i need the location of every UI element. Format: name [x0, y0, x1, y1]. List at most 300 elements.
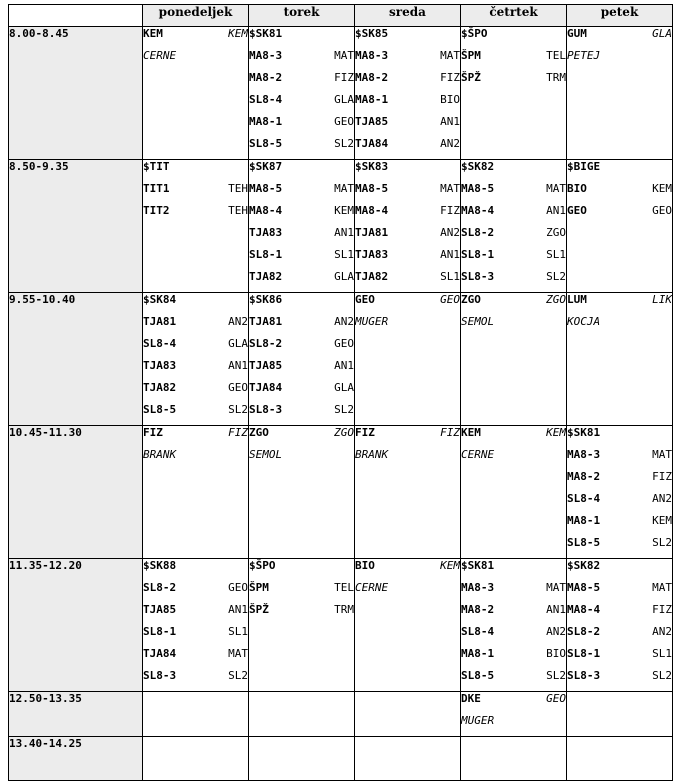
lesson-line — [249, 49, 354, 71]
group-code: $SK81 — [249, 27, 283, 40]
lesson-cell — [355, 559, 461, 692]
lesson-line — [567, 293, 672, 315]
group-code: $ŠPO — [249, 559, 276, 572]
lesson-line — [567, 647, 672, 669]
subject-code: KEM — [652, 182, 672, 195]
corner-cell — [9, 5, 143, 27]
lesson-cell — [567, 293, 673, 426]
period-row — [9, 737, 673, 781]
lesson-line — [567, 581, 672, 603]
lesson-line — [355, 93, 460, 115]
group-code: MA8-4 — [355, 204, 389, 217]
group-code: SL8-5 — [567, 536, 601, 549]
group-code: SL8-2 — [567, 625, 601, 638]
group-code: TJA85 — [249, 359, 283, 372]
group-code: TJA83 — [355, 248, 389, 261]
group-code: TIT2 — [143, 204, 170, 217]
lesson-cell — [249, 27, 355, 160]
subject-code: AN1 — [334, 226, 354, 239]
lesson-line — [249, 293, 354, 315]
lesson-cell — [461, 160, 567, 293]
lesson-line — [249, 226, 354, 248]
lesson-line — [461, 426, 566, 448]
group-code: ŠPM — [249, 581, 269, 594]
subject-code: LIK — [652, 293, 672, 306]
lesson-line — [355, 204, 460, 226]
lesson-cell — [249, 559, 355, 692]
lesson-cell — [249, 293, 355, 426]
lesson-line — [143, 669, 248, 691]
group-code: BRANK — [355, 448, 389, 461]
lesson-cell — [567, 27, 673, 160]
lesson-line — [143, 381, 248, 403]
group-code: SL8-3 — [249, 403, 283, 416]
group-code: $SK85 — [355, 27, 389, 40]
subject-code: KEM — [334, 204, 354, 217]
period-time: 12.50-13.35 — [9, 692, 143, 737]
group-code: TJA85 — [143, 603, 177, 616]
subject-code: MAT — [652, 581, 672, 594]
group-code: SL8-4 — [461, 625, 495, 638]
group-code: LUM — [567, 293, 587, 306]
group-code: $SK88 — [143, 559, 177, 572]
group-code: MA8-3 — [355, 49, 389, 62]
group-code: MA8-1 — [249, 115, 283, 128]
group-code: $BIGE — [567, 160, 601, 173]
lesson-cell — [461, 692, 567, 737]
lesson-line — [355, 448, 460, 470]
group-code: MA8-3 — [567, 448, 601, 461]
group-code: DKE — [461, 692, 481, 705]
group-code: GEO — [355, 293, 375, 306]
lesson-cell — [355, 27, 461, 160]
subject-code: KEM — [546, 426, 566, 439]
group-code: SL8-3 — [461, 270, 495, 283]
group-code: $SK86 — [249, 293, 283, 306]
lesson-line — [355, 160, 460, 182]
group-code: $TIT — [143, 160, 170, 173]
lesson-line — [143, 204, 248, 226]
lesson-line — [355, 293, 460, 315]
subject-code: AN2 — [546, 625, 566, 638]
subject-code: AN1 — [546, 204, 566, 217]
lesson-line — [249, 403, 354, 425]
subject-code: AN2 — [652, 625, 672, 638]
lesson-line — [355, 248, 460, 270]
lesson-line — [143, 625, 248, 647]
group-code: ŠPM — [461, 49, 481, 62]
subject-code: TRM — [546, 71, 566, 84]
group-code: TJA83 — [249, 226, 283, 239]
group-code: TJA84 — [355, 137, 389, 150]
subject-code: GEO — [440, 293, 460, 306]
subject-code: SL1 — [546, 248, 566, 261]
lesson-line — [249, 359, 354, 381]
lesson-cell — [355, 160, 461, 293]
group-code: FIZ — [143, 426, 163, 439]
subject-code: AN1 — [334, 359, 354, 372]
lesson-line — [567, 559, 672, 581]
lesson-line — [461, 581, 566, 603]
subject-code: SL2 — [546, 669, 566, 682]
lesson-line — [249, 27, 354, 49]
lesson-line — [461, 669, 566, 691]
subject-code: SL2 — [334, 403, 354, 416]
period-time: 8.50-9.35 — [9, 160, 143, 293]
period-time: 9.55-10.40 — [9, 293, 143, 426]
lesson-line — [461, 714, 566, 736]
subject-code: FIZ — [652, 470, 672, 483]
group-code: CERNE — [461, 448, 495, 461]
lesson-line — [249, 248, 354, 270]
group-code: SL8-4 — [249, 93, 283, 106]
group-code: SEMOL — [461, 315, 495, 328]
group-code: MUGER — [355, 315, 389, 328]
lesson-line — [461, 270, 566, 292]
lesson-line — [355, 71, 460, 93]
subject-code: MAT — [228, 647, 248, 660]
lesson-cell — [143, 559, 249, 692]
lesson-line — [355, 226, 460, 248]
group-code: $SK83 — [355, 160, 389, 173]
group-code: $SK82 — [461, 160, 495, 173]
subject-code: AN2 — [652, 492, 672, 505]
group-code: TJA82 — [143, 381, 177, 394]
lesson-line — [355, 182, 460, 204]
lesson-line — [249, 448, 354, 470]
group-code: SEMOL — [249, 448, 283, 461]
lesson-line — [567, 669, 672, 691]
group-code: ZGO — [249, 426, 269, 439]
lesson-line — [567, 625, 672, 647]
lesson-line — [143, 293, 248, 315]
lesson-line — [143, 27, 248, 49]
subject-code: MAT — [652, 448, 672, 461]
subject-code: MAT — [546, 581, 566, 594]
lesson-cell — [143, 160, 249, 293]
subject-code: ZGO — [546, 226, 566, 239]
lesson-line — [249, 315, 354, 337]
lesson-cell — [249, 160, 355, 293]
subject-code: GEO — [228, 381, 248, 394]
group-code: GEO — [567, 204, 587, 217]
lesson-line — [567, 426, 672, 448]
lesson-line — [461, 160, 566, 182]
group-code: TJA85 — [355, 115, 389, 128]
subject-code: MAT — [440, 182, 460, 195]
subject-code: FIZ — [334, 71, 354, 84]
lesson-line — [567, 448, 672, 470]
lesson-cell — [567, 160, 673, 293]
lesson-line — [143, 160, 248, 182]
subject-code: AN1 — [228, 603, 248, 616]
subject-code: GEO — [546, 692, 566, 705]
lesson-line — [249, 182, 354, 204]
period-time: 10.45-11.30 — [9, 426, 143, 559]
day-header-tuesday: torek — [249, 5, 355, 27]
subject-code: GEO — [334, 337, 354, 350]
group-code: SL8-5 — [143, 403, 177, 416]
group-code: KEM — [461, 426, 481, 439]
subject-code: SL2 — [546, 270, 566, 283]
lesson-line — [355, 559, 460, 581]
period-row — [9, 160, 673, 293]
lesson-cell — [143, 692, 249, 737]
lesson-cell — [355, 293, 461, 426]
lesson-cell — [249, 426, 355, 559]
subject-code: SL2 — [652, 536, 672, 549]
timetable — [8, 4, 673, 781]
lesson-line — [249, 93, 354, 115]
lesson-line — [249, 137, 354, 159]
group-code: $ŠPO — [461, 27, 488, 40]
lesson-line — [567, 204, 672, 226]
subject-code: ZGO — [546, 293, 566, 306]
subject-code: GLA — [334, 93, 354, 106]
header-row — [9, 5, 673, 27]
lesson-line — [461, 315, 566, 337]
group-code: TJA81 — [143, 315, 177, 328]
subject-code: FIZ — [652, 603, 672, 616]
lesson-line — [355, 581, 460, 603]
lesson-cell — [461, 293, 567, 426]
lesson-cell — [355, 737, 461, 781]
lesson-line — [567, 160, 672, 182]
group-code: SL8-1 — [461, 248, 495, 261]
lesson-line — [143, 315, 248, 337]
subject-code: AN2 — [440, 137, 460, 150]
lesson-cell — [143, 293, 249, 426]
lesson-line — [249, 71, 354, 93]
group-code: CERNE — [355, 581, 389, 594]
lesson-line — [461, 27, 566, 49]
lesson-cell — [461, 426, 567, 559]
lesson-cell — [143, 27, 249, 160]
group-code: MA8-1 — [355, 93, 389, 106]
subject-code: MAT — [546, 182, 566, 195]
group-code: BIO — [567, 182, 587, 195]
subject-code: BIO — [440, 93, 460, 106]
period-time: 8.00-8.45 — [9, 27, 143, 160]
lesson-line — [461, 71, 566, 93]
subject-code: GLA — [652, 27, 672, 40]
subject-code: AN2 — [228, 315, 248, 328]
group-code: MA8-4 — [567, 603, 601, 616]
lesson-line — [355, 270, 460, 292]
group-code: CERNE — [143, 49, 177, 62]
group-code: SL8-1 — [143, 625, 177, 638]
lesson-line — [461, 204, 566, 226]
group-code: MA8-2 — [355, 71, 389, 84]
lesson-line — [143, 337, 248, 359]
group-code: SL8-3 — [567, 669, 601, 682]
lesson-line — [567, 536, 672, 558]
lesson-line — [567, 182, 672, 204]
lesson-line — [461, 293, 566, 315]
group-code: TJA84 — [249, 381, 283, 394]
group-code: SL8-2 — [249, 337, 283, 350]
group-code: TJA82 — [355, 270, 389, 283]
group-code: SL8-1 — [249, 248, 283, 261]
group-code: ŠPŽ — [461, 71, 481, 84]
lesson-line — [249, 270, 354, 292]
lesson-line — [461, 603, 566, 625]
subject-code: GEO — [334, 115, 354, 128]
lesson-line — [143, 581, 248, 603]
lesson-cell — [461, 27, 567, 160]
lesson-line — [249, 581, 354, 603]
group-code: MA8-2 — [461, 603, 495, 616]
lesson-line — [355, 27, 460, 49]
lesson-line — [461, 226, 566, 248]
lesson-line — [567, 27, 672, 49]
subject-code: FIZ — [440, 426, 460, 439]
lesson-line — [143, 49, 248, 71]
subject-code: AN2 — [334, 315, 354, 328]
subject-code: AN1 — [440, 115, 460, 128]
lesson-line — [249, 559, 354, 581]
subject-code: TEL — [546, 49, 566, 62]
lesson-line — [143, 559, 248, 581]
day-header-friday: petek — [567, 5, 673, 27]
subject-code: TRM — [334, 603, 354, 616]
group-code: BIO — [355, 559, 375, 572]
subject-code: FIZ — [228, 426, 248, 439]
subject-code: GEO — [652, 204, 672, 217]
lesson-line — [249, 204, 354, 226]
group-code: MA8-2 — [567, 470, 601, 483]
lesson-line — [143, 647, 248, 669]
lesson-cell — [567, 426, 673, 559]
lesson-cell — [355, 692, 461, 737]
lesson-line — [567, 514, 672, 536]
group-code: MA8-5 — [461, 182, 495, 195]
lesson-line — [143, 426, 248, 448]
lesson-line — [143, 603, 248, 625]
group-code: SL8-4 — [567, 492, 601, 505]
subject-code: SL1 — [652, 647, 672, 660]
day-header-wednesday: sreda — [355, 5, 461, 27]
subject-code: FIZ — [440, 71, 460, 84]
lesson-line — [249, 426, 354, 448]
group-code: GUM — [567, 27, 587, 40]
group-code: MA8-3 — [461, 581, 495, 594]
lesson-line — [249, 381, 354, 403]
subject-code: TEH — [228, 182, 248, 195]
subject-code: TEL — [334, 581, 354, 594]
group-code: $SK81 — [461, 559, 495, 572]
lesson-line — [461, 647, 566, 669]
lesson-cell — [567, 692, 673, 737]
subject-code: SL1 — [440, 270, 460, 283]
subject-code: GLA — [334, 381, 354, 394]
subject-code: SL2 — [228, 403, 248, 416]
lesson-line — [567, 470, 672, 492]
subject-code: KEM — [652, 514, 672, 527]
subject-code: GLA — [228, 337, 248, 350]
subject-code: KEM — [228, 27, 248, 40]
subject-code: SL2 — [228, 669, 248, 682]
lesson-line — [143, 359, 248, 381]
group-code: MA8-5 — [249, 182, 283, 195]
subject-code: BIO — [546, 647, 566, 660]
lesson-line — [143, 182, 248, 204]
lesson-line — [461, 692, 566, 714]
subject-code: SL1 — [334, 248, 354, 261]
group-code: SL8-5 — [249, 137, 283, 150]
lesson-cell — [461, 737, 567, 781]
subject-code: AN1 — [546, 603, 566, 616]
group-code: BRANK — [143, 448, 177, 461]
period-row — [9, 426, 673, 559]
period-row — [9, 559, 673, 692]
group-code: MA8-5 — [567, 581, 601, 594]
group-code: TJA82 — [249, 270, 283, 283]
subject-code: GEO — [228, 581, 248, 594]
group-code: FIZ — [355, 426, 375, 439]
subject-code: KEM — [440, 559, 460, 572]
lesson-cell — [355, 426, 461, 559]
period-row — [9, 692, 673, 737]
subject-code: AN1 — [228, 359, 248, 372]
lesson-line — [249, 115, 354, 137]
group-code: $SK84 — [143, 293, 177, 306]
subject-code: MAT — [334, 49, 354, 62]
lesson-cell — [249, 737, 355, 781]
day-header-thursday: četrtek — [461, 5, 567, 27]
subject-code: GLA — [334, 270, 354, 283]
lesson-line — [567, 603, 672, 625]
lesson-line — [249, 337, 354, 359]
group-code: SL8-2 — [143, 581, 177, 594]
group-code: TJA83 — [143, 359, 177, 372]
group-code: MA8-5 — [355, 182, 389, 195]
subject-code: AN2 — [440, 226, 460, 239]
lesson-line — [355, 115, 460, 137]
lesson-line — [461, 248, 566, 270]
lesson-cell — [461, 559, 567, 692]
lesson-line — [355, 49, 460, 71]
group-code: SL8-1 — [567, 647, 601, 660]
group-code: SL8-3 — [143, 669, 177, 682]
lesson-line — [567, 492, 672, 514]
subject-code: SL2 — [652, 669, 672, 682]
lesson-line — [355, 315, 460, 337]
group-code: MA8-1 — [461, 647, 495, 660]
group-code: TJA81 — [249, 315, 283, 328]
group-code: ŠPŽ — [249, 603, 269, 616]
group-code: $SK87 — [249, 160, 283, 173]
subject-code: MAT — [334, 182, 354, 195]
lesson-line — [461, 625, 566, 647]
group-code: MA8-1 — [567, 514, 601, 527]
group-code: PETEJ — [567, 49, 601, 62]
subject-code: TEH — [228, 204, 248, 217]
lesson-cell — [143, 737, 249, 781]
period-row — [9, 293, 673, 426]
group-code: KEM — [143, 27, 163, 40]
lesson-line — [461, 448, 566, 470]
group-code: TJA84 — [143, 647, 177, 660]
group-code: KOCJA — [567, 315, 601, 328]
subject-code: FIZ — [440, 204, 460, 217]
lesson-line — [143, 448, 248, 470]
subject-code: ZGO — [334, 426, 354, 439]
group-code: TIT1 — [143, 182, 170, 195]
lesson-line — [567, 315, 672, 337]
subject-code: SL1 — [228, 625, 248, 638]
lesson-cell — [143, 426, 249, 559]
